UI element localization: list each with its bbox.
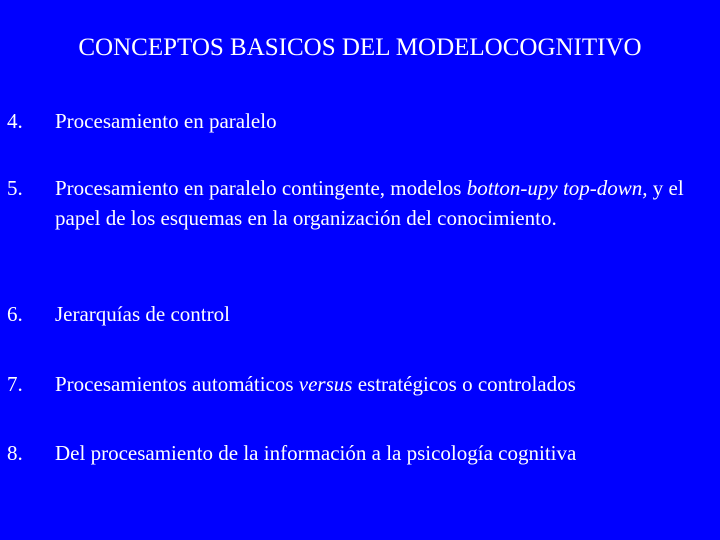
list-item xyxy=(7,299,707,329)
item-text-part: Del procesamiento de la información a la psicología cognitiva xyxy=(55,441,577,465)
list-item xyxy=(7,173,707,233)
item-text xyxy=(55,299,695,329)
item-text-italic: botton-upy top-down, xyxy=(466,176,648,200)
item-text-part: Procesamientos automáticos xyxy=(55,372,299,396)
item-text xyxy=(55,173,695,233)
item-text-part: estratégicos o controlados xyxy=(352,372,576,396)
item-number: 5. xyxy=(7,176,23,200)
item-number: 8. xyxy=(7,441,23,465)
list-item xyxy=(7,106,707,136)
item-text xyxy=(55,438,695,468)
slide-title: CONCEPTOS BASICOS DEL MODELOCOGNITIVO xyxy=(78,34,642,61)
list-item xyxy=(7,369,707,399)
item-text xyxy=(55,369,695,399)
item-text-part: Procesamiento en paralelo xyxy=(55,109,277,133)
item-number: 6. xyxy=(7,302,23,326)
item-text-part: Procesamiento en paralelo contingente, modelos xyxy=(55,176,467,200)
item-number: 7. xyxy=(7,372,23,396)
item-text xyxy=(55,106,695,136)
item-number: 4. xyxy=(7,109,23,133)
item-text-part: Jerarquías de control xyxy=(55,302,230,326)
item-text-part: y el papel de los esquemas en la organización del conocimiento. xyxy=(55,176,684,230)
list-item xyxy=(7,438,707,468)
item-text-italic: versus xyxy=(298,372,353,396)
